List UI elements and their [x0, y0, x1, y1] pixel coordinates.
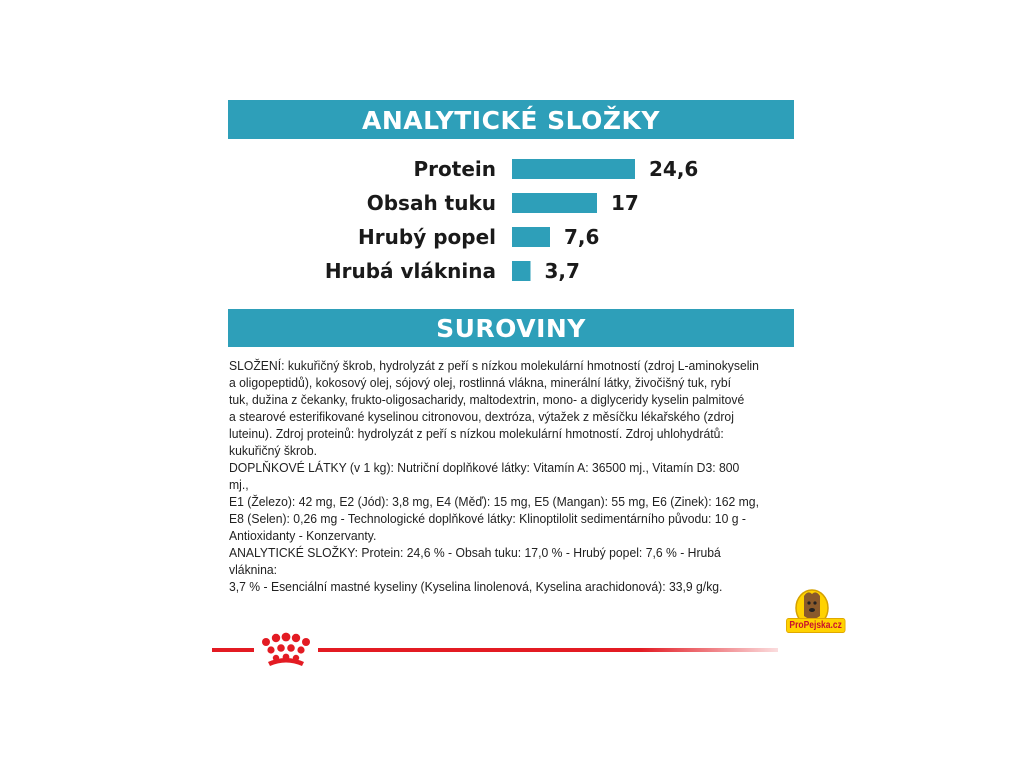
value-label: 24,6: [649, 157, 699, 181]
brand-line-right: [318, 648, 778, 652]
value-label: 17: [611, 191, 639, 215]
ingredients-banner: SUROVINY: [228, 309, 794, 347]
bar-0: [512, 159, 635, 179]
ingredients-line: tuk, dužina z čekanky, frukto-oligosacharidy, maltodextrin, mono- a diglyceridy kyselin palmitové: [229, 392, 745, 407]
brand-line-left: [212, 648, 254, 652]
category-label: Hrubý popel: [358, 225, 496, 249]
ingredients-line: Antioxidanty - Konzervanty.: [229, 528, 377, 543]
analytic-bar-chart: [0, 0, 1024, 300]
analytic-components-banner: ANALYTICKÉ SLOŽKY: [228, 100, 794, 139]
ingredients-line: a stearové esterifikované kyselinou citronovou, dextróza, výtažek z měsíčku lékařského (zdroj: [229, 409, 734, 424]
ingredients-text: [229, 357, 759, 595]
ingredients-line: E8 (Selen): 0,26 mg - Technologické doplňkové látky: Klinoptilolit sedimentárního původu: 10 g -: [229, 511, 746, 526]
value-label: 7,6: [564, 225, 600, 249]
category-label: Hrubá vláknina: [324, 259, 496, 283]
category-label: Obsah tuku: [366, 191, 496, 215]
ingredients-line: kukuřičný škrob.: [229, 443, 317, 458]
ingredients-line: E1 (Železo): 42 mg, E2 (Jód): 3,8 mg, E4 (Měď): 15 mg, E5 (Mangan): 55 mg, E6 (Zinek): 162 mg,: [229, 494, 759, 509]
ingredients-line: a oligopeptidů), kokosový olej, sójový olej, rostlinná vlákna, minerální látky, živočišný tuk, rybí: [229, 375, 731, 390]
propejska-logo-text: ProPejska.cz: [786, 618, 845, 633]
ingredients-line: luteinu). Zdroj proteinů: hydrolyzát z peří s nízkou molekulární hmotností. Zdroj uhlohydrátů:: [229, 426, 724, 441]
bar-1: [512, 193, 597, 213]
royal-canin-crown-icon: [254, 632, 318, 668]
ingredients-line: SLOŽENÍ: kukuřičný škrob, hydrolyzát z peří s nízkou molekulární hmotností (zdroj L-aminokyselin: [229, 358, 759, 373]
ingredients-line: DOPLŇKOVÉ LÁTKY (v 1 kg): Nutriční doplňkové látky: Vitamín A: 36500 mj., Vitamín D3: 800 mj.,: [229, 460, 740, 492]
category-label: Protein: [413, 157, 496, 181]
value-label: 3,7: [544, 259, 580, 283]
bar-3: [512, 261, 531, 281]
ingredients-line: 3,7 % - Esenciální mastné kyseliny (Kyselina linolenová, Kyselina arachidonová): 33,9 g/kg.: [229, 579, 723, 594]
ingredients-line: ANALYTICKÉ SLOŽKY: Protein: 24,6 % - Obsah tuku: 17,0 % - Hrubý popel: 7,6 % - Hrubá vláknina:: [229, 545, 721, 577]
bar-2: [512, 227, 550, 247]
